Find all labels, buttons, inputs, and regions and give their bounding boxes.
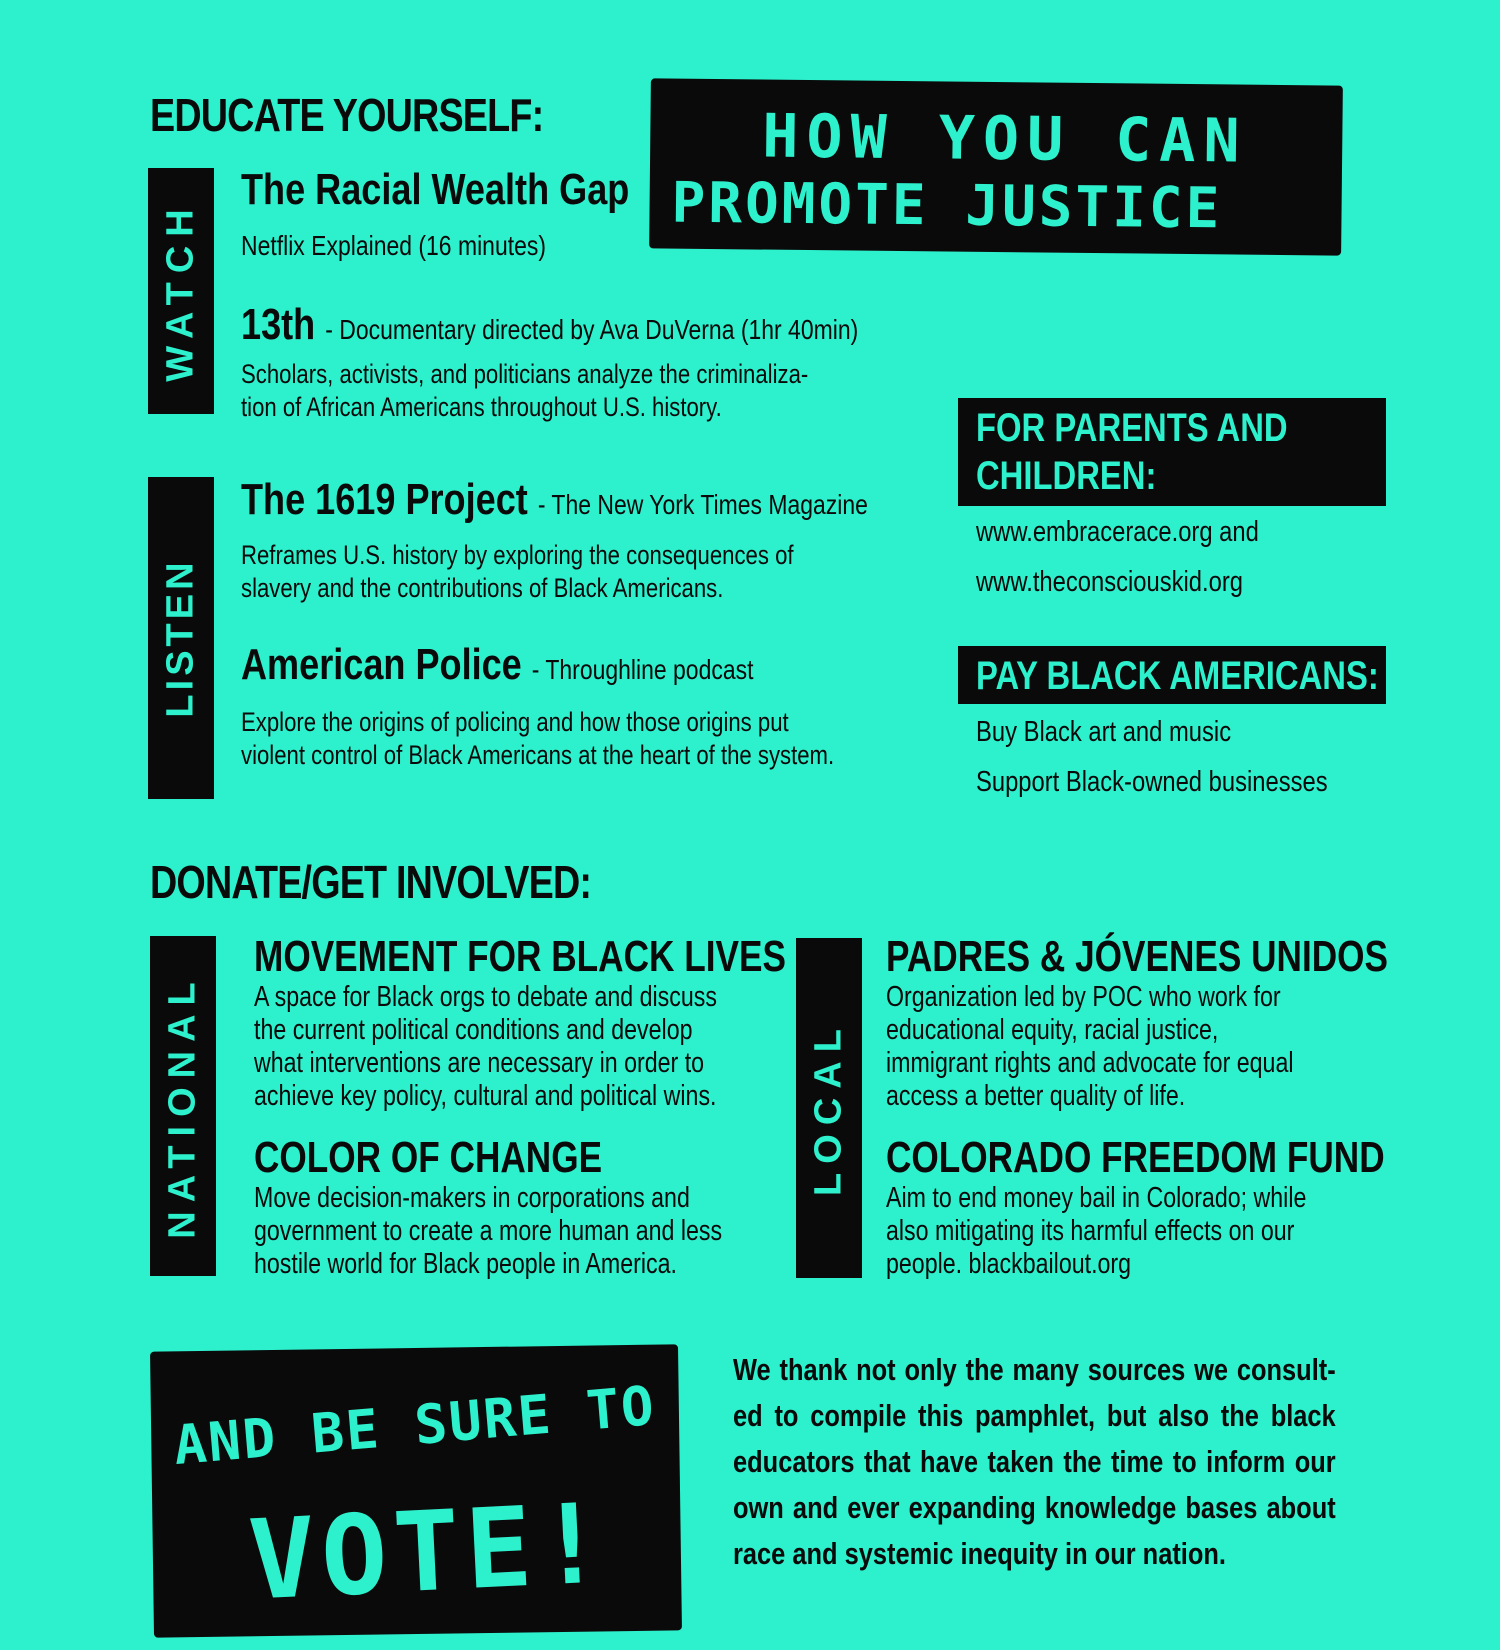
- listen-item-title: [241, 640, 753, 690]
- local-label-bar: [796, 938, 862, 1278]
- local-org-name: COLORADO FREEDOM FUND: [886, 1133, 1385, 1182]
- parents-heading-line: FOR PARENTS AND: [976, 406, 1288, 450]
- national-org-description: A space for Black orgs to debate and discuss the current political conditions and develop what interventions are necessary in order to achieve key policy, cultural and political wins.: [254, 981, 717, 1112]
- local-org-name: PADRES & JÓVENES UNIDOS: [886, 932, 1389, 981]
- parents-heading-box: [958, 398, 1386, 506]
- listen-label-bar: [148, 477, 214, 799]
- item-subtitle: - Documentary directed by Ava DuVerna (1hr 40min): [325, 314, 859, 345]
- watch-item-title: The Racial Wealth Gap: [241, 165, 630, 214]
- educate-heading: EDUCATE YOURSELF:: [150, 89, 544, 141]
- banner-line2: PROMOTE JUSTICE: [671, 170, 1223, 242]
- item-title-text: 13th: [241, 300, 316, 349]
- banner-line1: HOW YOU CAN: [761, 101, 1249, 177]
- listen-label: LISTEN: [159, 558, 202, 718]
- watch-label: WATCH: [159, 200, 202, 382]
- item-title-text: American Police: [241, 640, 522, 689]
- watch-label-bar: [148, 168, 214, 414]
- item-title-text: The 1619 Project: [241, 475, 528, 524]
- listen-item-title: [241, 475, 868, 525]
- listen-item-description: Reframes U.S. history by exploring the consequences of slavery and the contributions of Black Americans.: [241, 540, 794, 603]
- national-org-name: MOVEMENT FOR BLACK LIVES: [254, 932, 786, 981]
- item-subtitle: - The New York Times Magazine: [537, 489, 868, 520]
- parents-heading-line: CHILDREN:: [976, 454, 1157, 498]
- local-label: LOCAL: [807, 1020, 850, 1196]
- promote-justice-banner: [649, 78, 1343, 255]
- watch-item-subtitle: Netflix Explained (16 minutes): [241, 230, 547, 261]
- parents-link[interactable]: www.embracerace.org and: [976, 516, 1259, 548]
- vote-line1: AND BE SURE TO: [171, 1373, 659, 1478]
- vote-line2: VOTE!: [245, 1479, 613, 1625]
- donate-heading: DONATE/GET INVOLVED:: [150, 856, 592, 908]
- national-org-name: COLOR OF CHANGE: [254, 1133, 603, 1182]
- watch-item-description: [241, 358, 897, 424]
- national-label: NATIONAL: [161, 973, 204, 1239]
- local-org-description: Aim to end money bail in Colorado; while also mitigating its harmful effects on our people. blackbailout.org: [886, 1182, 1307, 1280]
- local-org-description: Organization led by POC who work for educational equity, racial justice, immigrant rights and advocate for equal access a better quality of life.: [886, 981, 1294, 1112]
- parents-link[interactable]: www.theconsciouskid.org: [976, 566, 1243, 598]
- watch-item-title: [241, 300, 858, 350]
- item-subtitle: - Throughline podcast: [531, 654, 754, 685]
- pay-heading-box: [958, 646, 1386, 704]
- thanks-paragraph: We thank not only the many sources we consult-ed to compile this pamphlet, but also the black educators that have taken the time to inform our own and ever expanding knowledge bases about race and systemic inequity in our nation.: [733, 1352, 1336, 1571]
- national-label-bar: [150, 936, 216, 1276]
- description-line: tion of African Americans throughout U.S. history.: [241, 392, 722, 422]
- listen-item-description: Explore the origins of policing and how those origins put violent control of Black Americans at the heart of the system.: [241, 707, 835, 770]
- vote-banner: [150, 1344, 682, 1637]
- pay-item: Buy Black art and music: [976, 716, 1232, 748]
- pay-item: Support Black-owned businesses: [976, 766, 1328, 798]
- national-org-description: Move decision-makers in corporations and government to create a more human and less hostile world for Black people in America.: [254, 1182, 723, 1280]
- description-line: Scholars, activists, and politicians analyze the criminaliza-: [241, 359, 809, 389]
- pay-heading: PAY BLACK AMERICANS:: [976, 654, 1379, 698]
